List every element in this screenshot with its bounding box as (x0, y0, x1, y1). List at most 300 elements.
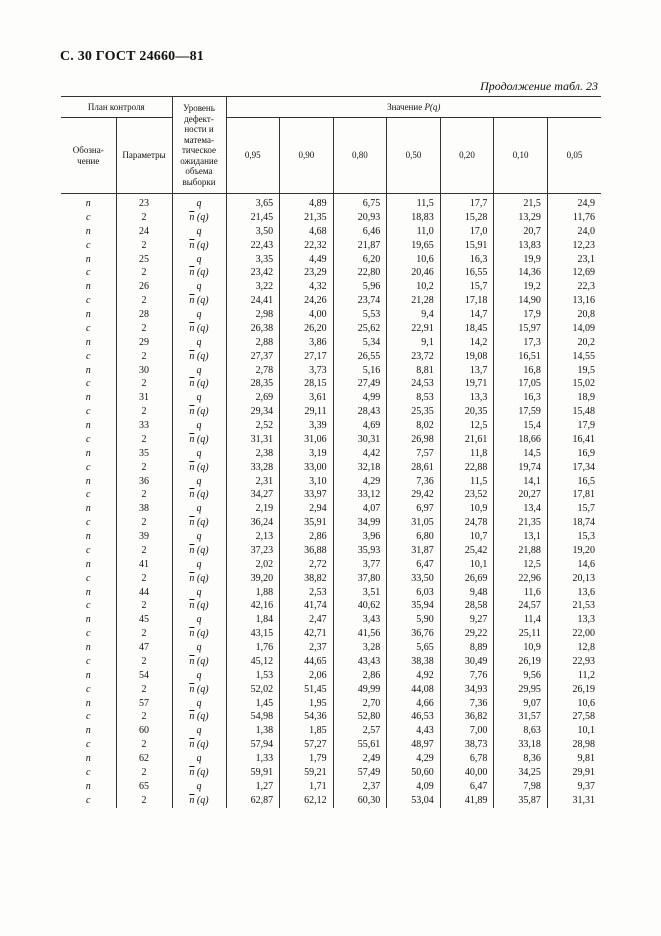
value-cell: 8,89 (440, 641, 494, 655)
value-cell: 38,73 (440, 738, 494, 752)
value-cell: 31,06 (280, 433, 334, 447)
value-cell: 4,07 (333, 502, 387, 516)
value-cell: 22,80 (333, 266, 387, 280)
value-cell: 23,52 (440, 488, 494, 502)
value-cell: 5,34 (333, 336, 387, 350)
value-cell: 51,45 (280, 683, 334, 697)
value-cell: 57,27 (280, 738, 334, 752)
value-cell: 33,12 (333, 488, 387, 502)
value-cell: 17,59 (494, 405, 548, 419)
value-cell: 16,3 (440, 253, 494, 267)
value-cell: 28,43 (333, 405, 387, 419)
value-cell: 3,22 (226, 280, 280, 294)
designation-cell: c (86, 711, 91, 723)
value-cell: 2,57 (333, 724, 387, 738)
level-cell: $\overline{n}$ (q) (172, 266, 226, 280)
value-cell: 33,00 (280, 461, 334, 475)
value-cell: 2,70 (333, 697, 387, 711)
value-cell: 52,80 (333, 710, 387, 724)
table-row (61, 280, 601, 294)
p-header: 0,80 (333, 118, 387, 194)
value-cell: 3,39 (280, 419, 334, 433)
parameter-cell: 2 (116, 766, 172, 780)
value-cell: 9,4 (387, 308, 441, 322)
value-cell: 52,02 (226, 683, 280, 697)
value-cell: 7,76 (440, 669, 494, 683)
value-cell: 59,91 (226, 766, 280, 780)
value-cell: 9,07 (494, 697, 548, 711)
value-cell: 13,7 (440, 364, 494, 378)
value-cell: 21,5 (494, 194, 548, 211)
parameter-cell: 2 (116, 239, 172, 253)
designation-cell: n (85, 586, 91, 598)
level-cell: q (172, 280, 226, 294)
value-cell: 13,3 (440, 391, 494, 405)
value-cell: 14,2 (440, 336, 494, 350)
designation-cell: n (85, 281, 91, 293)
value-cell: 9,1 (387, 336, 441, 350)
level-cell: q (172, 308, 226, 322)
value-cell: 1,84 (226, 613, 280, 627)
parameter-cell: 2 (116, 738, 172, 752)
level-cell: q (172, 194, 226, 211)
table-row (61, 530, 601, 544)
value-cell: 4,00 (280, 308, 334, 322)
level-cell: q (172, 336, 226, 350)
value-cell: 31,05 (387, 516, 441, 530)
value-cell: 17,18 (440, 294, 494, 308)
level-cell: q (172, 364, 226, 378)
value-cell: 19,08 (440, 350, 494, 364)
value-cell: 19,2 (494, 280, 548, 294)
value-cell: 8,81 (387, 364, 441, 378)
value-cell: 10,1 (547, 724, 601, 738)
parameter-cell: 2 (116, 405, 172, 419)
designation-cell: c (86, 239, 91, 251)
parameter-cell: 31 (116, 391, 172, 405)
value-cell: 5,65 (387, 641, 441, 655)
value-cell: 19,71 (440, 377, 494, 391)
parameter-cell: 35 (116, 447, 172, 461)
value-cell: 9,37 (547, 780, 601, 794)
table-row (61, 488, 601, 502)
level-cell: $\overline{n}$ (q) (172, 794, 226, 808)
value-cell: 20,13 (547, 572, 601, 586)
level-cell: q (172, 391, 226, 405)
value-cell: 18,66 (494, 433, 548, 447)
parameter-cell: 2 (116, 211, 172, 225)
value-cell: 26,19 (547, 683, 601, 697)
value-cell: 21,28 (387, 294, 441, 308)
parameter-cell: 24 (116, 225, 172, 239)
value-cell: 6,03 (387, 586, 441, 600)
value-cell: 36,24 (226, 516, 280, 530)
value-cell: 11,8 (440, 447, 494, 461)
parameter-cell: 41 (116, 558, 172, 572)
value-cell: 33,18 (494, 738, 548, 752)
parameter-cell: 57 (116, 697, 172, 711)
designation-cell: n (85, 669, 91, 681)
value-cell: 4,29 (333, 475, 387, 489)
value-cell: 17,9 (547, 419, 601, 433)
designation-cell: c (86, 406, 91, 418)
value-cell: 27,37 (226, 350, 280, 364)
value-cell: 28,15 (280, 377, 334, 391)
designation-cell: n (85, 503, 91, 515)
level-cell: $\overline{n}$ (q) (172, 461, 226, 475)
value-cell: 28,61 (387, 461, 441, 475)
value-cell: 18,83 (387, 211, 441, 225)
parameter-cell: 33 (116, 419, 172, 433)
p-header: 0,50 (387, 118, 441, 194)
value-cell: 29,22 (440, 627, 494, 641)
parameter-cell: 2 (116, 516, 172, 530)
value-cell: 35,87 (494, 794, 548, 808)
designation-header: Обозна- чение (72, 145, 104, 166)
value-cell: 17,0 (440, 225, 494, 239)
value-cell: 34,93 (440, 683, 494, 697)
value-cell: 2,72 (280, 558, 334, 572)
value-cell: 19,20 (547, 544, 601, 558)
value-cell: 33,50 (387, 572, 441, 586)
level-cell: q (172, 586, 226, 600)
value-cell: 20,27 (494, 488, 548, 502)
value-cell: 20,46 (387, 266, 441, 280)
designation-cell: n (85, 447, 91, 459)
designation-cell: c (86, 295, 91, 307)
value-cell: 3,10 (280, 475, 334, 489)
value-cell: 42,71 (280, 627, 334, 641)
designation-cell: c (86, 572, 91, 584)
parameter-cell: 60 (116, 724, 172, 738)
value-cell: 10,2 (387, 280, 441, 294)
parameter-cell: 38 (116, 502, 172, 516)
level-cell: $\overline{n}$ (q) (172, 627, 226, 641)
value-cell: 48,97 (387, 738, 441, 752)
value-cell: 3,61 (280, 391, 334, 405)
value-cell: 12,5 (494, 558, 548, 572)
value-cell: 15,4 (494, 419, 548, 433)
value-cell: 22,43 (226, 239, 280, 253)
value-cell: 10,7 (440, 530, 494, 544)
value-cell: 4,49 (280, 253, 334, 267)
value-cell: 4,09 (387, 780, 441, 794)
value-cell: 8,63 (494, 724, 548, 738)
designation-cell: c (86, 600, 91, 612)
value-cell: 19,74 (494, 461, 548, 475)
designation-cell: c (86, 544, 91, 556)
value-cell: 3,65 (226, 194, 280, 211)
value-cell: 3,28 (333, 641, 387, 655)
value-cell: 16,55 (440, 266, 494, 280)
designation-cell: c (86, 517, 91, 529)
level-cell: $\overline{n}$ (q) (172, 572, 226, 586)
value-cell: 2,38 (226, 447, 280, 461)
value-cell: 29,11 (280, 405, 334, 419)
value-cell: 1,79 (280, 752, 334, 766)
value-cell: 22,93 (547, 655, 601, 669)
designation-cell: c (86, 794, 91, 806)
value-cell: 11,6 (494, 586, 548, 600)
parameter-cell: 44 (116, 586, 172, 600)
value-cell: 9,27 (440, 613, 494, 627)
value-cell: 37,23 (226, 544, 280, 558)
parameter-cell: 45 (116, 613, 172, 627)
value-cell: 2,98 (226, 308, 280, 322)
value-cell: 8,02 (387, 419, 441, 433)
value-cell: 35,94 (387, 599, 441, 613)
value-cell: 4,69 (333, 419, 387, 433)
table-row (61, 599, 601, 613)
value-cell: 3,43 (333, 613, 387, 627)
value-cell: 44,65 (280, 655, 334, 669)
p-header: 0,05 (547, 118, 601, 194)
table-row (61, 350, 601, 364)
value-cell: 21,61 (440, 433, 494, 447)
designation-cell: n (85, 780, 91, 792)
table-row (61, 544, 601, 558)
level-cell: $\overline{n}$ (q) (172, 683, 226, 697)
value-cell: 4,68 (280, 225, 334, 239)
value-cell: 41,56 (333, 627, 387, 641)
value-cell: 45,12 (226, 655, 280, 669)
table-row (61, 419, 601, 433)
value-cell: 30,49 (440, 655, 494, 669)
parameter-cell: 39 (116, 530, 172, 544)
value-cell: 3,19 (280, 447, 334, 461)
value-cell: 57,94 (226, 738, 280, 752)
level-cell: q (172, 669, 226, 683)
value-cell: 17,34 (547, 461, 601, 475)
parameter-cell: 2 (116, 294, 172, 308)
designation-cell: c (86, 378, 91, 390)
parameter-cell: 2 (116, 544, 172, 558)
value-cell: 57,49 (333, 766, 387, 780)
value-cell: 15,7 (440, 280, 494, 294)
value-cell: 31,87 (387, 544, 441, 558)
value-cell: 4,32 (280, 280, 334, 294)
level-cell: $\overline{n}$ (q) (172, 544, 226, 558)
designation-cell: c (86, 683, 91, 695)
value-cell: 9,56 (494, 669, 548, 683)
table-row (61, 558, 601, 572)
value-cell: 32,18 (333, 461, 387, 475)
value-cell: 5,16 (333, 364, 387, 378)
value-cell: 35,93 (333, 544, 387, 558)
value-cell: 20,7 (494, 225, 548, 239)
table-row (61, 266, 601, 280)
value-cell: 2,88 (226, 336, 280, 350)
value-cell: 12,69 (547, 266, 601, 280)
value-cell: 38,82 (280, 572, 334, 586)
value-cell: 40,00 (440, 766, 494, 780)
value-cell: 25,42 (440, 544, 494, 558)
value-cell: 5,96 (333, 280, 387, 294)
table-row (61, 336, 601, 350)
value-cell: 15,97 (494, 322, 548, 336)
p-header: 0,20 (440, 118, 494, 194)
level-cell: $\overline{n}$ (q) (172, 211, 226, 225)
value-cell: 20,93 (333, 211, 387, 225)
level-cell: $\overline{n}$ (q) (172, 710, 226, 724)
table-row (61, 752, 601, 766)
value-cell: 4,99 (333, 391, 387, 405)
value-cell: 20,8 (547, 308, 601, 322)
value-cell: 20,2 (547, 336, 601, 350)
value-cell: 21,35 (494, 516, 548, 530)
designation-cell: c (86, 628, 91, 640)
parameter-cell: 2 (116, 599, 172, 613)
level-cell: $\overline{n}$ (q) (172, 294, 226, 308)
table-row (61, 586, 601, 600)
value-cell: 34,27 (226, 488, 280, 502)
table-row (61, 683, 601, 697)
value-cell: 41,74 (280, 599, 334, 613)
level-cell: q (172, 724, 226, 738)
value-cell: 35,91 (280, 516, 334, 530)
value-cell: 29,95 (494, 683, 548, 697)
level-cell: $\overline{n}$ (q) (172, 516, 226, 530)
value-cell: 42,16 (226, 599, 280, 613)
value-cell: 13,3 (547, 613, 601, 627)
value-cell: 21,87 (333, 239, 387, 253)
value-cell: 13,6 (547, 586, 601, 600)
p-header: 0,90 (280, 118, 334, 194)
value-header (226, 97, 601, 118)
parameter-cell: 2 (116, 488, 172, 502)
value-cell: 10,9 (494, 641, 548, 655)
value-cell: 12,23 (547, 239, 601, 253)
parameter-cell: 47 (116, 641, 172, 655)
value-cell: 24,0 (547, 225, 601, 239)
value-cell: 13,29 (494, 211, 548, 225)
value-cell: 31,31 (226, 433, 280, 447)
level-cell: $\overline{n}$ (q) (172, 350, 226, 364)
value-cell: 25,35 (387, 405, 441, 419)
table-row (61, 405, 601, 419)
table-row (61, 502, 601, 516)
value-cell: 38,38 (387, 655, 441, 669)
value-cell: 62,12 (280, 794, 334, 808)
value-cell: 7,36 (387, 475, 441, 489)
value-cell: 46,53 (387, 710, 441, 724)
table-row (61, 766, 601, 780)
parameter-cell: 2 (116, 350, 172, 364)
value-cell: 2,69 (226, 391, 280, 405)
value-cell: 14,7 (440, 308, 494, 322)
value-cell: 8,36 (494, 752, 548, 766)
value-cell: 15,7 (547, 502, 601, 516)
value-cell: 1,33 (226, 752, 280, 766)
table-row (61, 627, 601, 641)
value-cell: 10,6 (387, 253, 441, 267)
level-cell: $\overline{n}$ (q) (172, 488, 226, 502)
value-cell: 3,77 (333, 558, 387, 572)
value-cell: 2,78 (226, 364, 280, 378)
level-cell: q (172, 641, 226, 655)
parameter-cell: 2 (116, 655, 172, 669)
table-row (61, 194, 601, 211)
value-cell: 31,31 (547, 794, 601, 808)
designation-cell: n (85, 531, 91, 542)
value-cell: 6,75 (333, 194, 387, 211)
table-row (61, 391, 601, 405)
value-cell: 15,91 (440, 239, 494, 253)
table-row (61, 697, 601, 711)
designation-cell: n (85, 614, 91, 626)
level-cell: $\overline{n}$ (q) (172, 766, 226, 780)
table-row (61, 516, 601, 530)
designation-cell: n (85, 558, 91, 570)
value-cell: 6,47 (440, 780, 494, 794)
value-cell: 39,20 (226, 572, 280, 586)
value-cell: 10,6 (547, 697, 601, 711)
value-cell: 3,73 (280, 364, 334, 378)
value-cell: 11,2 (547, 669, 601, 683)
parameter-cell: 2 (116, 461, 172, 475)
value-cell: 19,9 (494, 253, 548, 267)
value-cell: 4,42 (333, 447, 387, 461)
value-cell: 16,41 (547, 433, 601, 447)
value-cell: 22,3 (547, 280, 601, 294)
table-row (61, 794, 601, 808)
table-row (61, 377, 601, 391)
value-cell: 18,74 (547, 516, 601, 530)
value-cell: 1,95 (280, 697, 334, 711)
parameter-cell: 2 (116, 572, 172, 586)
value-cell: 33,28 (226, 461, 280, 475)
value-cell: 2,02 (226, 558, 280, 572)
value-cell: 17,7 (440, 194, 494, 211)
designation-cell: c (86, 350, 91, 362)
value-cell: 21,35 (280, 211, 334, 225)
page-header: С. 30 ГОСТ 24660—81 (60, 49, 204, 64)
value-cell: 26,20 (280, 322, 334, 336)
level-cell: q (172, 475, 226, 489)
value-cell: 43,15 (226, 627, 280, 641)
level-cell: q (172, 752, 226, 766)
value-cell: 54,98 (226, 710, 280, 724)
level-cell: q (172, 225, 226, 239)
value-cell: 2,06 (280, 669, 334, 683)
value-cell: 33,97 (280, 488, 334, 502)
value-cell: 2,37 (333, 780, 387, 794)
value-cell: 27,49 (333, 377, 387, 391)
value-cell: 22,88 (440, 461, 494, 475)
value-cell: 2,86 (280, 530, 334, 544)
value-cell: 1,53 (226, 669, 280, 683)
designation-cell: c (86, 739, 91, 751)
level-cell: $\overline{n}$ (q) (172, 655, 226, 669)
designation-cell: n (85, 753, 91, 764)
table-row (61, 239, 601, 253)
value-cell: 28,98 (547, 738, 601, 752)
value-cell: 36,88 (280, 544, 334, 558)
value-cell: 14,36 (494, 266, 548, 280)
value-cell: 14,55 (547, 350, 601, 364)
level-cell: $\overline{n}$ (q) (172, 322, 226, 336)
table-row (61, 447, 601, 461)
value-cell: 11,5 (440, 475, 494, 489)
value-cell: 1,88 (226, 586, 280, 600)
designation-cell: c (86, 489, 91, 501)
value-cell: 22,32 (280, 239, 334, 253)
value-cell: 2,86 (333, 669, 387, 683)
level-cell: $\overline{n}$ (q) (172, 738, 226, 752)
value-cell: 41,89 (440, 794, 494, 808)
value-cell: 2,37 (280, 641, 334, 655)
parameter-cell: 2 (116, 794, 172, 808)
